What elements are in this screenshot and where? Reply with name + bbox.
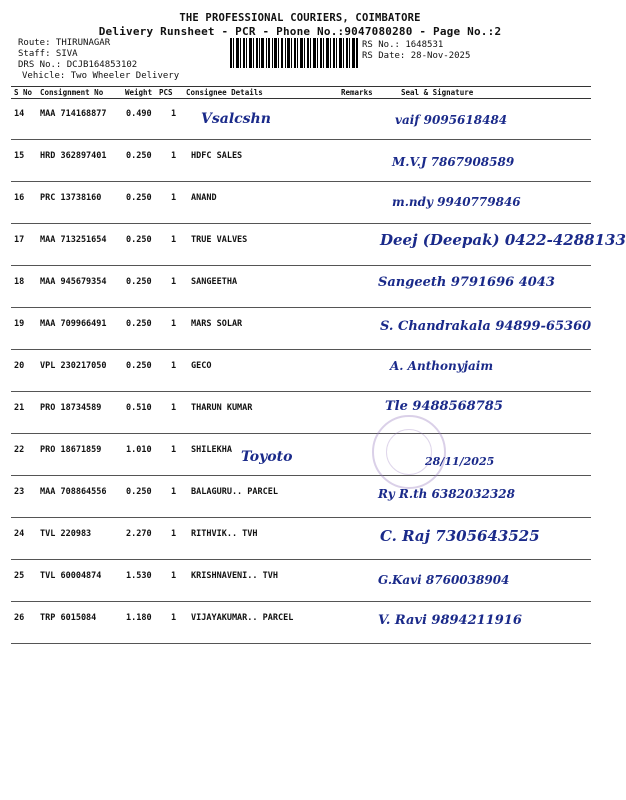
weight-cell: 0.250 [126,151,152,161]
staff-label: Staff: SIVA [18,49,78,59]
sno-cell: 19 [14,319,25,329]
table-row [11,433,591,476]
pcs-cell: 1 [171,361,177,371]
consignment-cell: PRC 13738160 [40,193,102,203]
table-row [11,475,591,518]
handwritten-note: Toyoto [241,449,293,465]
weight-cell: 0.250 [126,319,152,329]
table-row [11,391,591,434]
pcs-cell: 1 [171,445,177,455]
consignment-cell: VPL 230217050 [40,361,107,371]
sno-cell: 21 [14,403,25,413]
sno-cell: 15 [14,151,25,161]
consignee-cell: BALAGURU.. PARCEL [191,487,278,497]
vehicle-label: Vehicle: Two Wheeler Delivery [22,71,180,81]
col-consignee: Consignee Details [186,88,263,97]
pcs-cell: 1 [171,487,177,497]
company-title: THE PROFESSIONAL COURIERS, COIMBATORE [179,12,421,24]
sno-cell: 16 [14,193,25,203]
consignment-cell: PRO 18734589 [40,403,102,413]
seal-stamp [372,415,446,489]
table-row [11,349,591,392]
weight-cell: 2.270 [126,529,152,539]
table-row [11,601,591,644]
pcs-cell: 1 [171,235,177,245]
weight-cell: 0.510 [126,403,152,413]
signature: vaif 9095618484 [395,113,508,127]
pcs-cell: 1 [171,571,177,581]
consignee-cell: THARUN KUMAR [191,403,253,413]
route-label: Route: THIRUNAGAR [18,38,111,48]
rs-number: RS No.: 1648531 [362,40,444,50]
pcs-cell: 1 [171,109,177,119]
signature: A. Anthonyjaim [390,359,494,373]
weight-cell: 0.250 [126,277,152,287]
pcs-cell: 1 [171,613,177,623]
drs-number: DRS No.: DCJB164853102 [18,60,138,70]
signature: 28/11/2025 [425,455,495,468]
consignment-cell: TVL 220983 [40,529,92,539]
consignee-cell: GECO [191,361,212,371]
sno-cell: 14 [14,109,25,119]
weight-cell: 1.010 [126,445,152,455]
barcode-image [230,38,358,68]
sno-cell: 24 [14,529,25,539]
sno-cell: 22 [14,445,25,455]
weight-cell: 0.250 [126,361,152,371]
table-row [11,181,591,224]
rs-date: RS Date: 28-Nov-2025 [362,51,471,61]
weight-cell: 1.530 [126,571,152,581]
pcs-cell: 1 [171,277,177,287]
pcs-cell: 1 [171,403,177,413]
weight-cell: 0.250 [126,235,152,245]
table-row [11,265,591,308]
signature: Tle 9488568785 [385,399,503,414]
consignment-cell: PRO 18671859 [40,445,102,455]
consignment-cell: MAA 713251654 [40,235,107,245]
table-row [11,307,591,350]
consignment-cell: TVL 60004874 [40,571,102,581]
signature: C. Raj 7305643525 [380,527,540,545]
consignee-cell: ANAND [191,193,217,203]
consignee-cell: VIJAYAKUMAR.. PARCEL [191,613,294,623]
col-pcs: PCS [159,88,173,97]
signature: M.V.J 7867908589 [392,155,515,169]
weight-cell: 0.490 [126,109,152,119]
col-signature: Seal & Signature [401,88,474,97]
sno-cell: 18 [14,277,25,287]
handwritten-note: Vsalcshn [201,111,271,127]
consignment-cell: MAA 708864556 [40,487,107,497]
consignee-cell: RITHVIK.. TVH [191,529,258,539]
col-weight: Weight [125,88,153,97]
table-row [11,139,591,182]
consignee-cell: KRISHNAVENI.. TVH [191,571,278,581]
signature: V. Ravi 9894211916 [378,613,522,628]
consignee-cell: MARS SOLAR [191,319,243,329]
table-row [11,517,591,560]
signature: Ry R.th 6382032328 [378,487,516,501]
signature: Deej (Deepak) 0422-4288133 [380,231,626,249]
sno-cell: 20 [14,361,25,371]
pcs-cell: 1 [171,193,177,203]
weight-cell: 0.250 [126,487,152,497]
weight-cell: 1.180 [126,613,152,623]
sno-cell: 23 [14,487,25,497]
pcs-cell: 1 [171,319,177,329]
col-sno: S No [14,88,33,97]
consignee-cell: SHILEKHA [191,445,232,455]
pcs-cell: 1 [171,529,177,539]
pcs-cell: 1 [171,151,177,161]
col-remarks: Remarks [341,88,373,97]
signature: Sangeeth 9791696 4043 [378,275,555,290]
sno-cell: 17 [14,235,25,245]
signature: m.ndy 9940779846 [392,195,521,209]
table-row [11,223,626,266]
table-row [11,97,591,140]
consignment-cell: MAA 714168877 [40,109,107,119]
weight-cell: 0.250 [126,193,152,203]
signature: G.Kavi 8760038904 [378,573,510,587]
sno-cell: 26 [14,613,25,623]
col-consignment: Consignment No [40,88,104,97]
consignee-cell: HDFC SALES [191,151,243,161]
consignee-cell: TRUE VALVES [191,235,248,245]
consignment-cell: TRP 6015084 [40,613,97,623]
table-row [11,559,591,602]
consignee-cell: SANGEETHA [191,277,238,287]
runsheet-subtitle: Delivery Runsheet - PCR - Phone No.:9047080280 - Page No.:2 [98,25,502,38]
consignment-cell: MAA 945679354 [40,277,107,287]
sno-cell: 25 [14,571,25,581]
consignment-cell: HRD 362897401 [40,151,107,161]
signature: S. Chandrakala 94899-65360 [380,319,592,334]
consignment-cell: MAA 709966491 [40,319,107,329]
